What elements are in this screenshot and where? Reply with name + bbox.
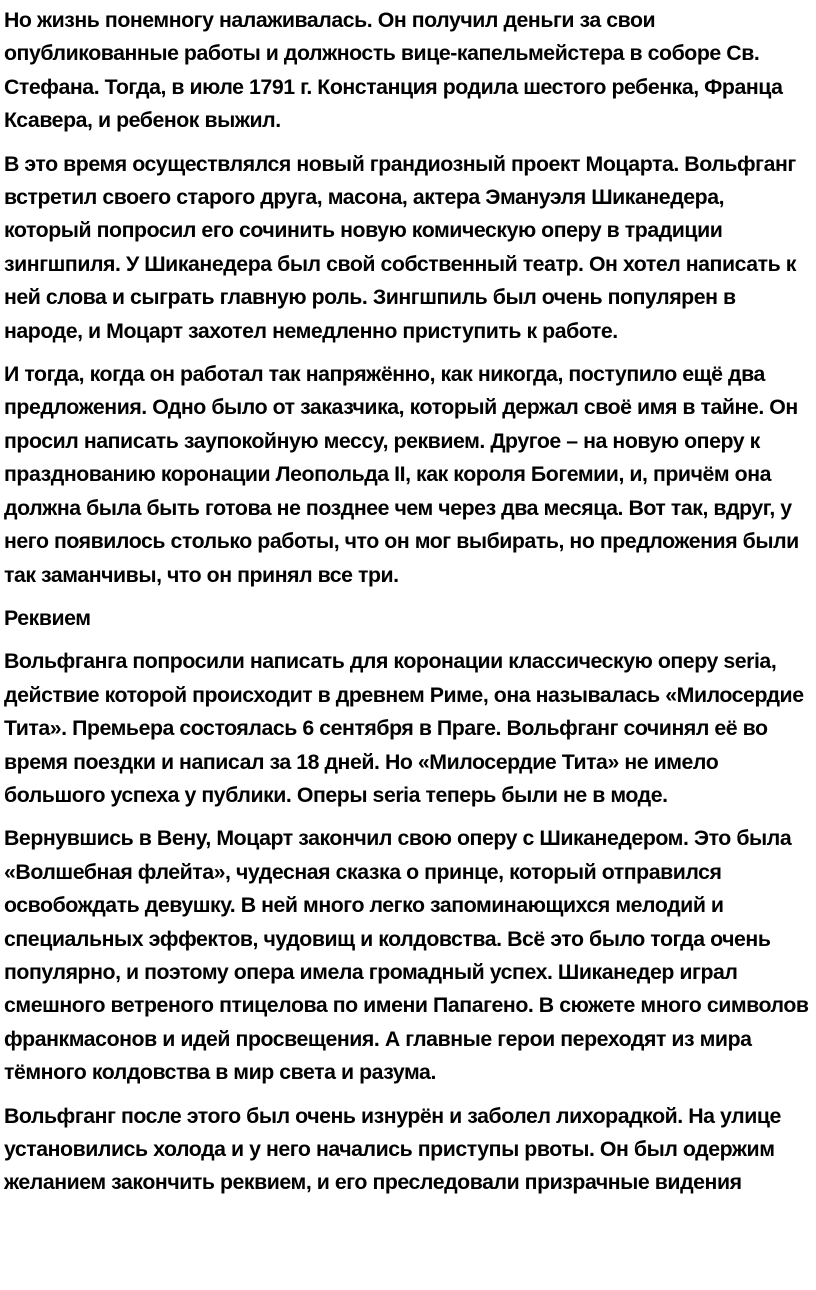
section-heading: Реквием [4,605,91,630]
paragraph-4: Вольфганга попросили написать для коронации классическую оперу seria, действие которой происходит в древнем Риме, она называлась «Милосердие Тита». Премьера состоялась 6 сентября в Праге. Вольфганг сочинял её во время поездки и написал за 18 дней. Но «Милосердие Тита» не имело большого успеха у публики. Оперы seria теперь были не в моде. [4,649,804,807]
paragraph-3: И тогда, когда он работал так напряжённо, как никогда, поступило ещё два предложения. Одно было от заказчика, который держал своё имя в тайне. Он просил написать заупокойную мессу, реквием. Другое – на новую оперу к празднованию коронации Леопольда II, как короля Богемии, и, причём она должна была быть готова не позднее чем через два месяца. Вот так, вдруг, у него появилось столько работы, что он мог выбирать, но предложения были так заманчивы, что он принял все три. [4,362,799,587]
paragraph-2: В это время осуществлялся новый грандиозный проект Моцарта. Вольфганг встретил своего старого друга, масона, актера Эмануэля Шиканедера, который попросил его сочинить новую комическую оперу в традиции зингшпиля. У Шиканедера был свой собственный театр. Он хотел написать к ней слова и сыграть главную роль. Зингшпиль был очень популярен в народе, и Моцарт захотел немедленно приступить к работе. [4,151,796,343]
paragraph-5: Вернувшись в Вену, Моцарт закончил свою оперу с Шиканедером. Это была «Волшебная флейта», чудесная сказка о принце, который отправился освобождать девушку. В ней много легко запоминающихся мелодий и специальных эффектов, чудовищ и колдовства. Всё это было тогда очень популярно, и поэтому опера имела громадный успех. Шиканедер играл смешного ветреного птицелова по имени Папагено. В сюжете много символов франкмасонов и идей просвещения. А главные герои переходят из мира тёмного колдовства в мир света и разума. [4,826,809,1085]
paragraph-1: Но жизнь понемногу налаживалась. Он получил деньги за свои опубликованные работы и должность вице-капельмейстера в соборе Св. Стефана. Тогда, в июле 1791 г. Констанция родила шестого ребенка, Франца Ксавера, и ребенок выжил. [4,8,783,133]
paragraph-6: Вольфганг после этого был очень изнурён и заболел лихорадкой. На улице установились холода и у него начались приступы рвоты. Он был одержим желанием закончить реквием, и его преследовали призрачные видения [4,1103,781,1195]
